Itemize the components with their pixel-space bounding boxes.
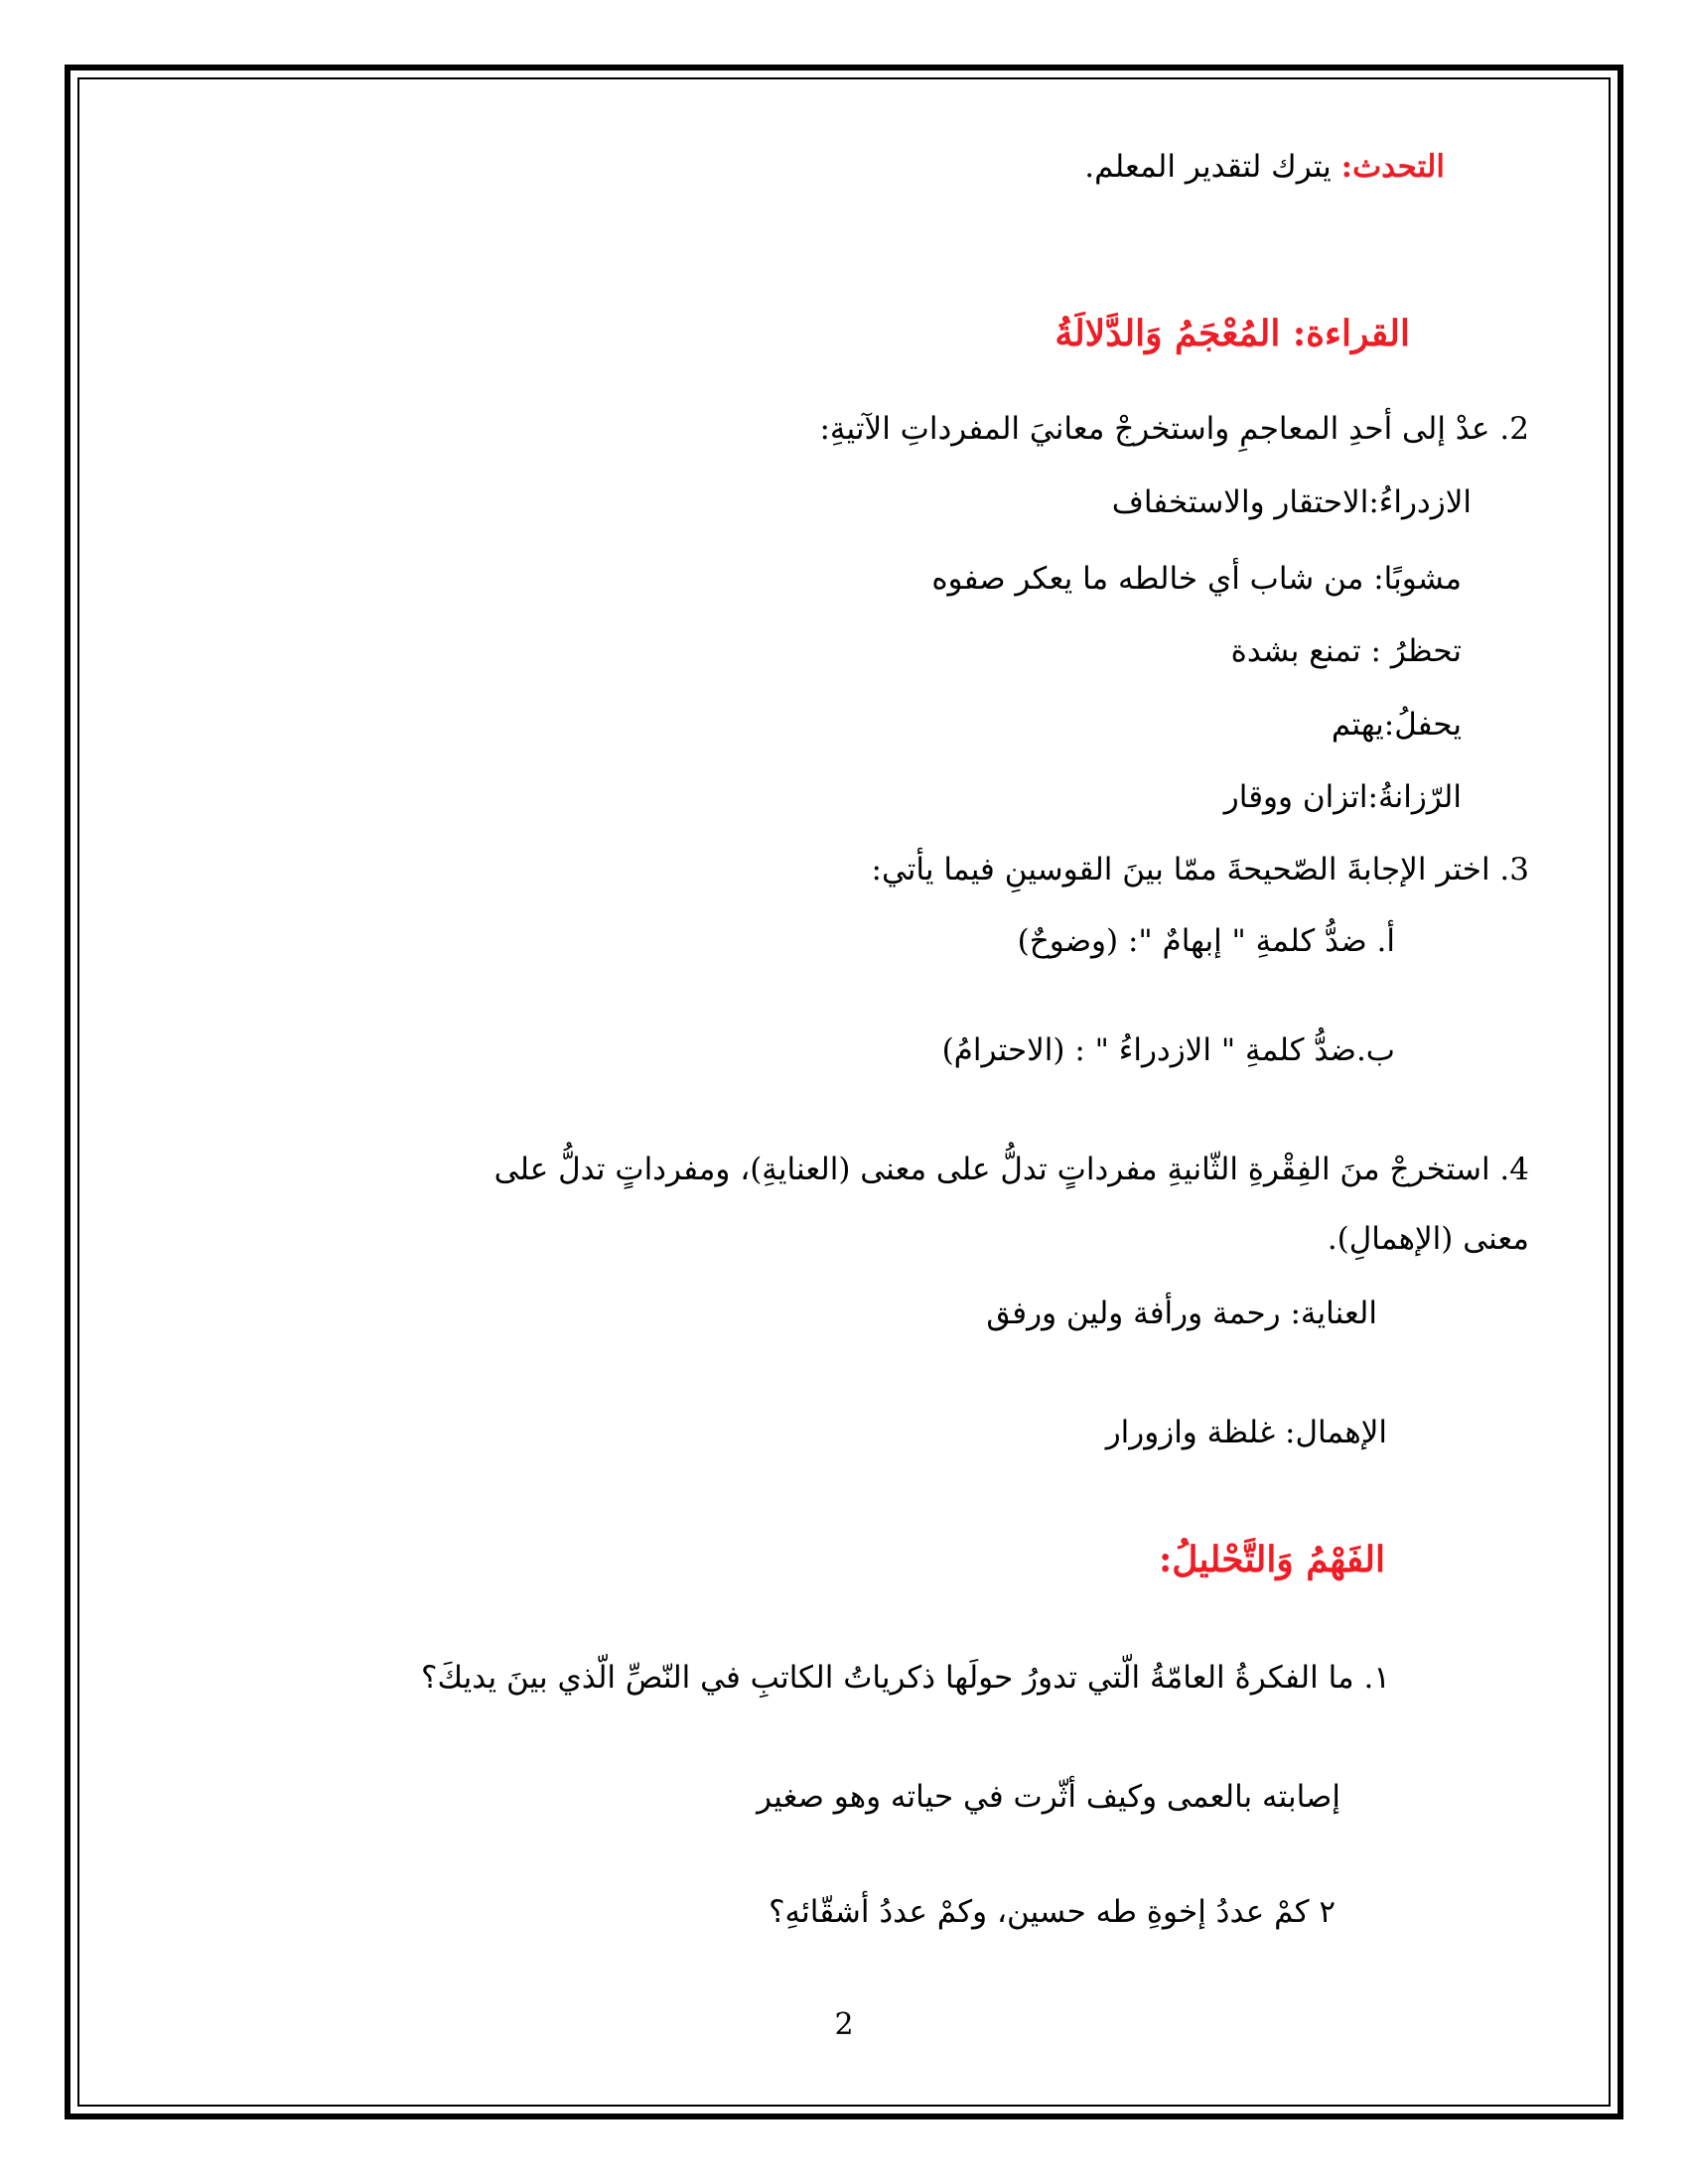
speaking-label: التحدث: xyxy=(1340,149,1445,185)
q3-option-b: ب.ضدُّ كلمةِ " الازدراءُ " : (الاحترامُ) xyxy=(941,1032,1395,1068)
page-number: 2 xyxy=(834,2007,854,2042)
q2-item: الرّزانةُ:اتزان ووقار xyxy=(1223,779,1462,815)
speaking-line xyxy=(1084,149,1445,186)
c1-question: ١. ما الفكرةُ العامّةُ الّتي تدورُ حولَها ذكرياتُ الكاتبِ في النّصِّ الّذي بينَ يديكَ؟ xyxy=(421,1660,1390,1696)
reading-heading: القراءة: المُعْجَمُ وَالدَّلالَةُ xyxy=(1055,313,1410,354)
q4-care-answer: العناية: رحمة ورأفة ولين ورفق xyxy=(986,1296,1377,1331)
q4-prompt-line1: 4. استخرجْ منَ الفِقْرةِ الثّانيةِ مفرداتٍ تدلُّ على معنى (العنايةِ)، ومفرداتٍ تدلُّ على xyxy=(493,1152,1529,1187)
q2-item: تحظرُ : تمنع بشدة xyxy=(1230,633,1462,669)
q3-prompt: 3. اختر الإجابةَ الصّحيحةَ ممّا بينَ القوسينِ فيما يأتي: xyxy=(871,852,1529,887)
q3-option-a: أ. ضدُّ كلمةِ " إبهامٌ ": (وضوحٌ) xyxy=(1017,923,1395,959)
q2-prompt: 2. عدْ إلى أحدِ المعاجمِ واستخرجْ معانيَ المفرداتِ الآتيةِ: xyxy=(819,411,1529,447)
c1-answer: إصابته بالعمى وكيف أثّرت في حياته وهو صغير xyxy=(757,1779,1340,1815)
comprehension-heading: الفَهْمُ وَالتَّحْليلُ: xyxy=(1158,1539,1385,1580)
speaking-text: يترك لتقدير المعلم. xyxy=(1084,149,1341,185)
q4-prompt-line2: معنى (الإهمالِ). xyxy=(1327,1221,1529,1257)
q2-item: الازدراءُ:الاحتقار والاستخفاف xyxy=(1111,484,1472,520)
q2-item: يحفلُ:يهتم xyxy=(1331,707,1462,743)
q2-item: مشوبًا: من شاب أي خالطه ما يعكر صفوه xyxy=(931,561,1462,597)
c2-question: ٢ كمْ عددُ إخوةِ طه حسين، وكمْ عددُ أشقّائهِ؟ xyxy=(769,1894,1336,1930)
q4-neglect-answer: الإهمال: غلظة وازورار xyxy=(1105,1415,1387,1450)
